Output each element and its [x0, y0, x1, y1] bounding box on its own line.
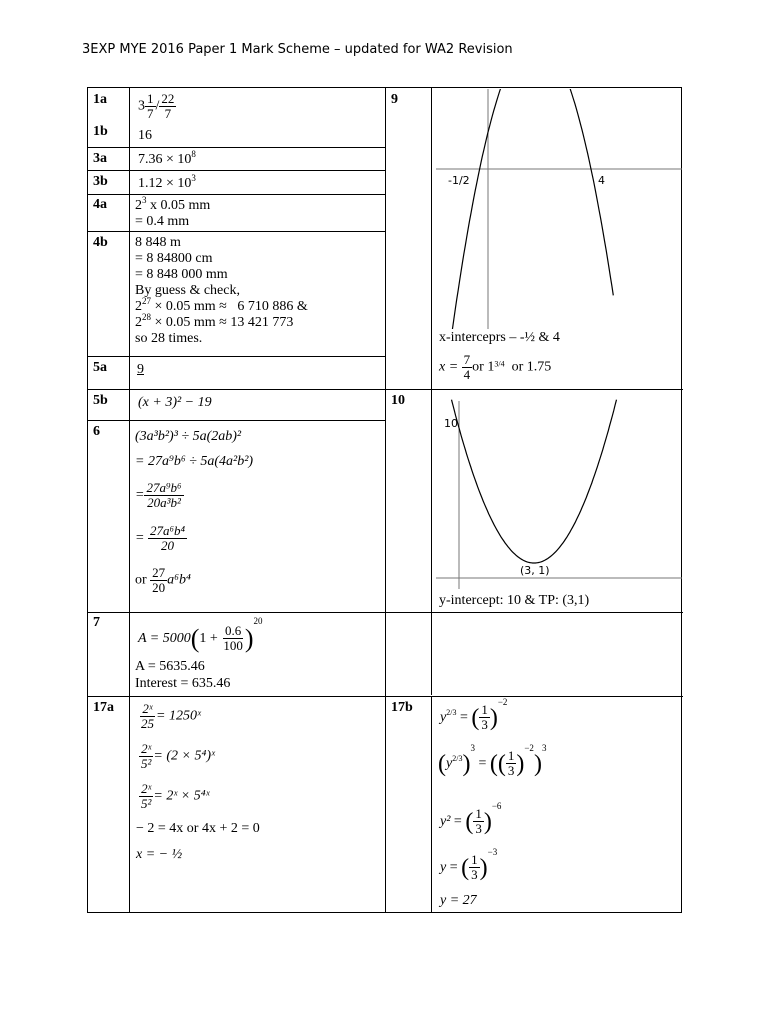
row-line [88, 147, 385, 148]
answer-10-caption: y-intercept: 10 & TP: (3,1) [439, 593, 590, 608]
answer-7-line2: A = 5635.46 [135, 659, 205, 674]
col-divider-middle [385, 88, 386, 913]
answer-17a-line2: $\frac{\text{2ˣ}}{\text{5²}}$ = (2 × 5⁴)ˣ [141, 741, 215, 771]
label-4a: 4a [93, 197, 107, 212]
page-header: 3EXP MYE 2016 Paper 1 Mark Scheme – updated for WA2 Revision [82, 42, 513, 57]
answer-6-line2: = 27a⁹b⁶ ÷ 5a(4a²b²) [135, 454, 254, 469]
row-line [88, 231, 385, 232]
answer-6-line1: (3a³b²)³ ÷ 5a(2ab)² [135, 429, 242, 444]
label-6: 6 [93, 424, 100, 439]
row-line [88, 194, 385, 195]
answer-5a: 9 [137, 362, 144, 377]
answer-1b: 16 [138, 128, 152, 143]
label-5b: 5b [93, 393, 108, 408]
answer-6-line3: = $\frac{\text{27a⁹b⁶}}{\text{20a³b²}}$ [135, 480, 182, 510]
label-1a: 1a [93, 92, 107, 107]
answer-17b-line4: y = ( $\frac{1}{3}$ )$^{-3}$ [440, 847, 498, 883]
answer-5b: (x + 3)² − 19 [138, 395, 212, 410]
graph-q10 [436, 391, 682, 591]
answer-6-line4: = $\frac{\text{27a⁶b⁴}}{20}$ [135, 523, 185, 553]
row-line-full [88, 696, 683, 697]
answer-3a: $7.36 \times 10^8$ [138, 149, 196, 167]
label-9: 9 [391, 92, 398, 107]
graph-q9-label-left: -1/2 [448, 174, 470, 187]
graph-q10-label-y: 10 [444, 417, 458, 430]
answer-17b-line5: y = 27 [440, 893, 477, 908]
graph-q9 [436, 89, 682, 329]
label-10: 10 [391, 393, 405, 408]
answer-4a: $2^3$ x 0.05 mm = 0.4 mm [135, 195, 211, 229]
label-17b: 17b [391, 700, 413, 715]
row-line [88, 420, 385, 421]
answer-6-line5: or $\frac{27}{20}$ a⁶b⁴ [135, 565, 191, 595]
label-5a: 5a [93, 360, 107, 375]
answer-1a: 3 $\frac{1}{7}$ / $\frac{22}{7}$ [138, 91, 175, 121]
answer-3b: $1.12 \times 10^3$ [138, 173, 196, 191]
label-7: 7 [93, 615, 100, 630]
answer-17a-line5: x = − ½ [136, 847, 183, 862]
row-line-full [88, 389, 683, 390]
label-1b: 1b [93, 124, 108, 139]
row-line [88, 356, 385, 357]
col-divider-right-upper [431, 88, 432, 695]
answer-17a-line3: $\frac{\text{2ˣ}}{\text{5²}}$ = 2ˣ × 5⁴ˣ [141, 781, 210, 811]
row-line-full [88, 612, 683, 613]
graph-q9-label-right: 4 [598, 174, 605, 187]
answer-17b-line3: y² = ( $\frac{1}{3}$ )$^{-6}$ [440, 801, 502, 837]
graph-q10-curve [452, 400, 617, 563]
col-divider-right-lower [431, 696, 432, 913]
label-3a: 3a [93, 151, 107, 166]
answer-17a-line4: − 2 = 4x or 4x + 2 = 0 [136, 821, 260, 836]
answer-9-caption: x-interceprs – -½ & 4 [439, 330, 560, 345]
graph-q10-label-tp: (3, 1) [520, 564, 550, 577]
col-divider-left [129, 88, 130, 913]
answer-17b-line1: $y^{2/3}$ = ( $\frac{1}{3}$ )$^{-2}$ [440, 697, 508, 733]
graph-q9-curve [443, 89, 614, 329]
mark-scheme-table [87, 87, 682, 913]
answer-17a-line1: $\frac{\text{2ˣ}}{25}$ = 1250ˣ [141, 701, 201, 731]
label-4b: 4b [93, 235, 108, 250]
label-17a: 17a [93, 700, 114, 715]
answer-9-line2: x = $\frac{7}{4}$ or $1^{3/4}$ or 1.75 [439, 352, 552, 382]
answer-4b: 8 848 m = 8 84800 cm = 8 848 000 mm By guess & check, $2^{27} \times 0.05$ mm ≈ 6 710 886 & $2^{28} \times 0.05$ mm ≈ 13 421 773 so 28 times. [135, 235, 308, 346]
answer-7-line3: Interest = 635.46 [135, 676, 231, 691]
row-line [88, 170, 385, 171]
label-3b: 3b [93, 174, 108, 189]
answer-17b-line2: $(y^{2/3})^3$ = (( $\frac{1}{3}$ )$^{-2}$)$^3$ [438, 743, 547, 779]
answer-7-formula: A = 5000(1 + $\frac{0.6}{100}$ )$^{20}$ [138, 616, 263, 654]
